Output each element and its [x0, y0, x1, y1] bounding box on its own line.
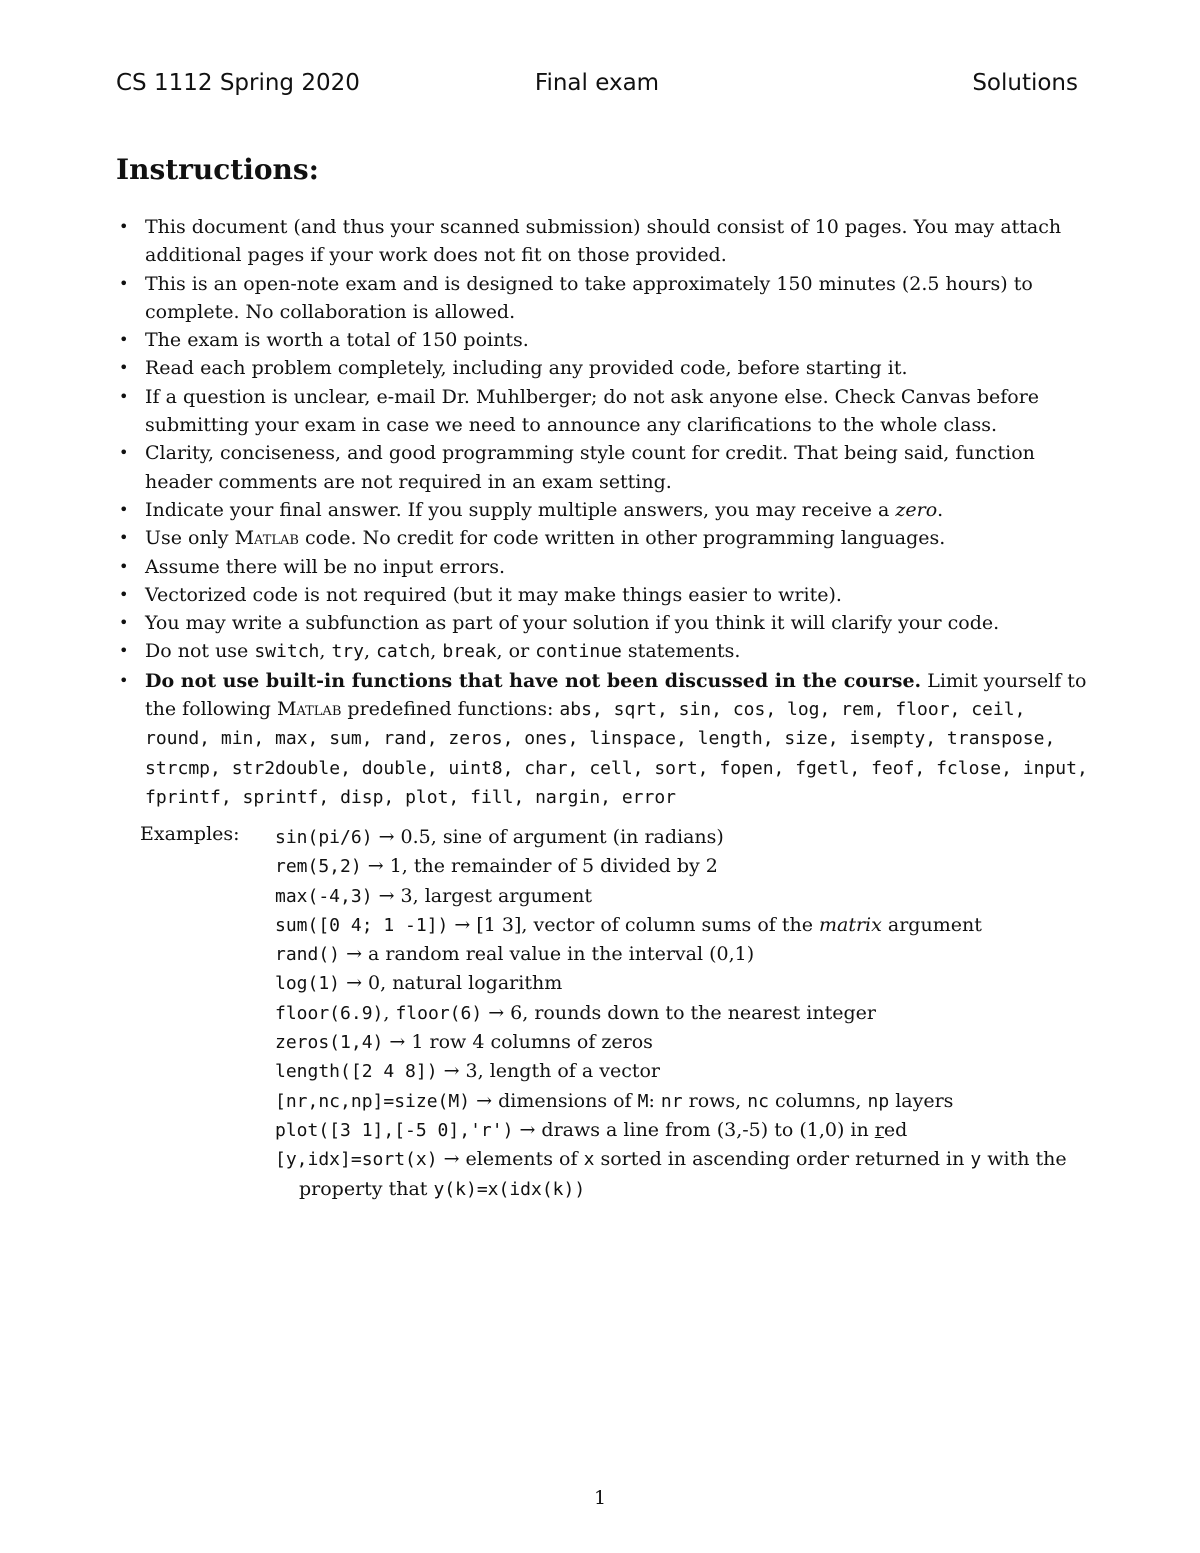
example-line — [275, 823, 1090, 852]
example-code: np — [867, 1090, 890, 1112]
example-line — [275, 882, 1090, 911]
example-text: with the property that — [299, 1148, 1067, 1200]
example-text: rows, — [682, 1089, 748, 1112]
list-item — [145, 496, 1090, 524]
example-text: → 3, largest argument — [372, 884, 592, 907]
matlab-name: Matlab — [277, 698, 342, 721]
example-code: plot([3 1],[-5 0],'r') — [275, 1119, 514, 1141]
example-line — [275, 1116, 1090, 1145]
matrix-emphasis: matrix — [818, 913, 882, 936]
list-text: , or — [496, 640, 536, 663]
example-code: x — [583, 1149, 595, 1171]
example-text: : — [648, 1089, 661, 1112]
example-text: ed — [883, 1118, 908, 1141]
list-text: Do not use — [145, 640, 255, 663]
example-code: y(k)=x(idx(k)) — [433, 1178, 586, 1200]
example-line — [275, 969, 1090, 998]
instructions-list — [145, 213, 1090, 812]
example-code: nc — [747, 1090, 769, 1112]
list-text: , — [430, 640, 443, 663]
example-code: y — [970, 1149, 982, 1171]
list-item — [145, 524, 1090, 552]
example-line — [275, 852, 1090, 881]
example-code: M — [637, 1090, 649, 1112]
instructions-heading: Instructions: — [116, 153, 320, 186]
keyword-code: switch — [254, 641, 320, 663]
keyword-code: catch — [376, 641, 431, 663]
example-text: → elements of — [437, 1148, 584, 1171]
bold-warning: Do not use built-in functions that have not been discussed in the course. — [145, 669, 922, 692]
example-text: → draws a line from (3,-5) to (1,0) in — [513, 1118, 875, 1141]
example-line — [275, 1057, 1090, 1086]
list-text: code. No credit for code written in other programming languages. — [298, 527, 946, 550]
keyword-code: break — [442, 641, 497, 663]
list-item: • This document (and thus your scanned submission) should consist of 10 pages. You may attach additional pages if your work does not fit on those provided. — [145, 213, 1090, 270]
list-text: Use only — [145, 527, 235, 550]
example-code: zeros(1,4) — [275, 1032, 384, 1054]
allowed-functions: abs, sqrt, sin, cos, log, rem, floor, ceil, round, min, max, sum, rand, zeros, ones, linspace, length, size, isempty, transpose, strcmp, str2double, double, uint8, char, cell, sort, fopen, fgetl, feof, fclose, input, fprintf, sprintf, disp, plot, fill, nargin, error — [145, 699, 1088, 808]
example-text: → 1, the remainder of 5 divided by 2 — [361, 855, 718, 878]
course-name: CS 1112 Spring 2020 — [116, 70, 360, 96]
example-line — [275, 940, 1090, 969]
list-text: . — [937, 498, 944, 521]
example-text: → 0, natural logarithm — [340, 972, 563, 995]
exam-name: Final exam — [534, 70, 660, 96]
solutions-label: Solutions — [972, 70, 1078, 96]
keyword-code: try — [331, 641, 364, 663]
list-item: • Assume there will be no input errors. — [145, 553, 1090, 581]
underlined-letter: r — [874, 1118, 884, 1141]
example-text: → 0.5, sine of argument (in radians) — [372, 826, 724, 848]
list-item: • You may write a subfunction as part of your solution if you think it will clarify your code. — [145, 609, 1090, 637]
list-text: Limit yourself to the following — [145, 669, 1087, 721]
list-item: • If a question is unclear, e-mail Dr. Muhlberger; do not ask anyone else. Check Canvas before submitting your exam in case we need to announce any clarifications to the whole class. — [145, 383, 1090, 440]
example-code: sin(pi/6) — [275, 827, 373, 848]
page-header — [116, 70, 1078, 104]
example-line — [275, 911, 1090, 940]
example-text: sorted in ascending order returned in — [594, 1148, 971, 1171]
list-item: • The exam is worth a total of 150 points. — [145, 326, 1090, 354]
examples-list — [275, 823, 1090, 1204]
list-text: statements. — [621, 640, 741, 663]
example-text: layers — [889, 1089, 954, 1112]
list-text: , — [319, 640, 332, 663]
matlab-name: Matlab — [234, 527, 299, 550]
example-code: floor(6) — [395, 1002, 483, 1024]
keyword-code: continue — [535, 641, 622, 663]
example-code: [y,idx]=sort(x) — [275, 1149, 438, 1171]
list-item: • Read each problem completely, including any provided code, before starting it. — [145, 354, 1090, 382]
example-text: → [1 3], vector of column sums of the — [448, 913, 819, 936]
example-text: argument — [881, 913, 982, 936]
example-text: → 1 row 4 columns of zeros — [383, 1031, 653, 1054]
example-code: [nr,nc,np]=size(M) — [275, 1090, 471, 1112]
example-code: max(-4,3) — [275, 885, 373, 907]
list-item — [145, 667, 1090, 812]
example-text: → dimensions of — [470, 1089, 638, 1112]
example-code: log(1) — [275, 973, 341, 995]
example-code: floor(6.9) — [275, 1002, 384, 1024]
example-text: → 3, length of a vector — [437, 1060, 661, 1083]
example-line — [275, 1145, 1090, 1204]
example-text: , — [383, 1001, 396, 1024]
example-code: sum([0 4; 1 -1]) — [275, 914, 449, 936]
list-text: Indicate your final answer. If you supply multiple answers, you may receive a — [145, 498, 896, 521]
list-text: predefined functions: — [341, 698, 560, 721]
list-item: • Vectorized code is not required (but it may make things easier to write). — [145, 581, 1090, 609]
list-item: • Clarity, conciseness, and good programming style count for credit. That being said, function header comments are not required in an exam setting. — [145, 439, 1090, 496]
example-line — [275, 1028, 1090, 1057]
example-code: rand() — [275, 944, 341, 966]
example-text: columns, — [768, 1089, 868, 1112]
example-code: nr — [660, 1090, 683, 1112]
example-line — [275, 1087, 1090, 1116]
example-text: → 6, rounds down to the nearest integer — [482, 1001, 876, 1024]
list-text: , — [363, 640, 377, 663]
examples-label: Examples: — [140, 823, 240, 845]
list-item: • This is an open-note exam and is designed to take approximately 150 minutes (2.5 hours) to complete. No collaboration is allowed. — [145, 270, 1090, 327]
zero-emphasis: zero — [895, 498, 938, 521]
example-line — [275, 999, 1090, 1028]
example-code: length([2 4 8]) — [275, 1061, 438, 1083]
page-number: 1 — [593, 1487, 607, 1509]
example-code: rem(5,2) — [275, 856, 362, 878]
list-item — [145, 637, 1090, 666]
example-text: → a random real value in the interval (0,1) — [340, 943, 755, 966]
